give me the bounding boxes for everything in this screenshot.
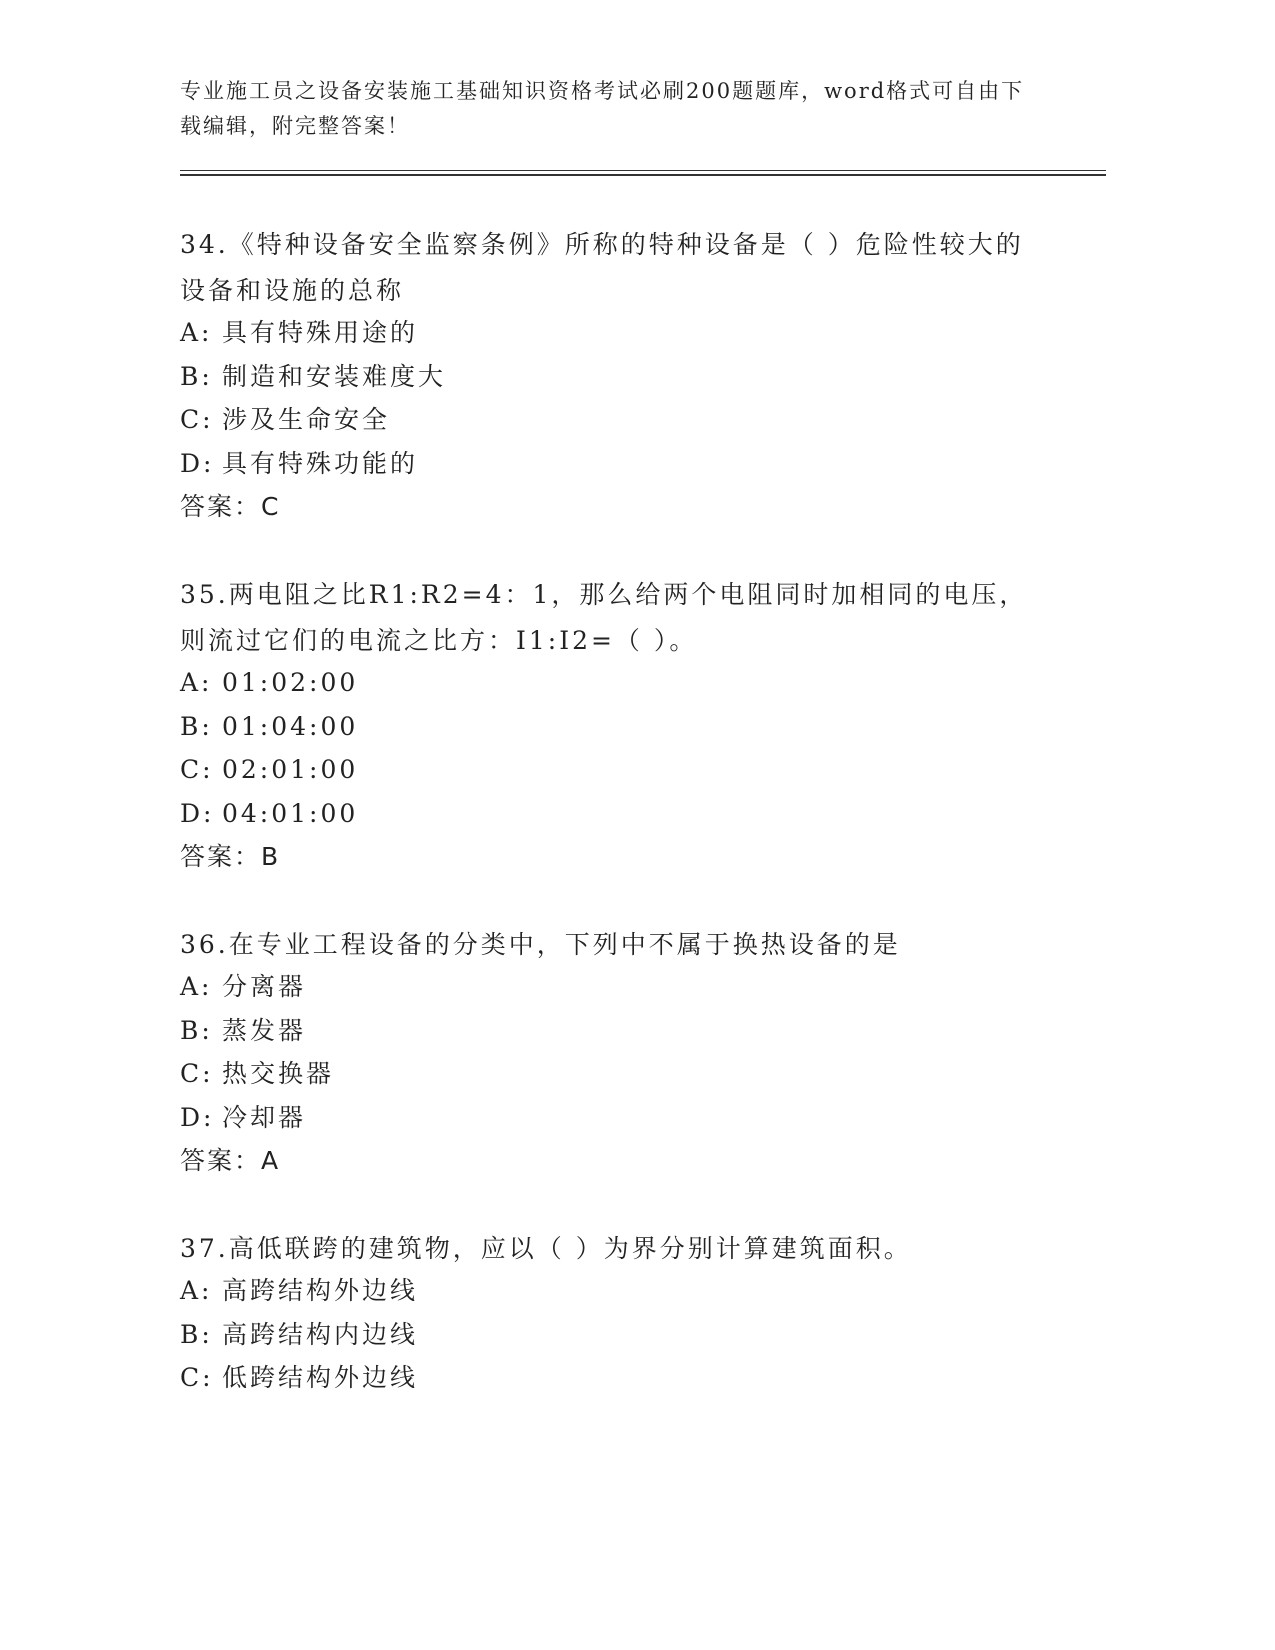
option-d [180, 442, 1040, 486]
option-label: D: [180, 798, 215, 828]
option-text: 分离器 [222, 972, 307, 1001]
option-text: 具有特殊用途的 [222, 318, 419, 347]
option-label: C: [180, 405, 214, 434]
header-divider-thick [180, 174, 1106, 176]
option-text: 制造和安装难度大 [222, 361, 447, 391]
option-a [180, 311, 1040, 355]
question-35 [180, 572, 1040, 879]
option-text: 01:02:00 [222, 668, 359, 697]
option-label: B: [180, 1015, 213, 1045]
option-b [180, 1009, 1040, 1053]
option-c [180, 398, 1040, 442]
option-text: 高跨结构内边线 [222, 1319, 419, 1349]
question-list [180, 222, 1040, 1443]
option-text: 02:01:00 [222, 755, 359, 784]
answer-line: 答案：A [180, 1146, 281, 1175]
question-text: 36.在专业工程设备的分类中，下列中不属于换热设备的是 [180, 930, 901, 959]
answer-line: 答案：B [180, 842, 281, 871]
option-c [180, 1356, 1040, 1400]
option-text: 01:04:00 [222, 711, 359, 741]
option-b [180, 705, 1040, 749]
answer-line: 答案：C [180, 492, 281, 521]
option-text: 04:01:00 [222, 798, 359, 828]
option-a [180, 661, 1040, 705]
option-label: D: [180, 448, 215, 478]
option-c [180, 1052, 1040, 1096]
option-label: C: [180, 1059, 214, 1088]
option-text: 蒸发器 [222, 1015, 307, 1045]
option-label: A: [180, 318, 213, 347]
option-label: A: [180, 668, 213, 697]
option-d [180, 792, 1040, 836]
question-36 [180, 922, 1040, 1183]
question-37 [180, 1226, 1040, 1400]
option-c [180, 748, 1040, 792]
option-label: B: [180, 361, 213, 391]
question-text: 37.高低联跨的建筑物，应以（ ）为界分别计算建筑面积。 [180, 1234, 912, 1263]
option-a [180, 1269, 1040, 1313]
option-a [180, 965, 1040, 1009]
header-divider-thin [180, 170, 1106, 171]
option-text: 冷却器 [222, 1102, 307, 1132]
option-label: B: [180, 1319, 213, 1349]
document-header-title: 专业施工员之设备安装施工基础知识资格考试必刷200题题库，word格式可自由下载编辑，附完整答案！ [180, 79, 1025, 138]
option-label: C: [180, 755, 214, 784]
option-label: A: [180, 972, 213, 1001]
option-text: 高跨结构外边线 [222, 1276, 419, 1305]
option-b [180, 355, 1040, 399]
option-text: 热交换器 [222, 1059, 335, 1088]
option-text: 低跨结构外边线 [222, 1363, 419, 1392]
option-b [180, 1313, 1040, 1357]
question-34 [180, 222, 1040, 529]
option-label: A: [180, 1276, 213, 1305]
option-text: 涉及生命安全 [222, 405, 391, 434]
option-label: C: [180, 1363, 214, 1392]
option-d [180, 1096, 1040, 1140]
question-text: 35.两电阻之比R1:R2=4：1，那么给两个电阻同时加相同的电压，则流过它们的电流之比方：I1:I2=（ ）。 [180, 580, 1028, 655]
option-text: 具有特殊功能的 [222, 448, 419, 478]
option-label: B: [180, 711, 213, 741]
option-label: D: [180, 1102, 215, 1132]
question-text: 34.《特种设备安全监察条例》所称的特种设备是（ ）危险性较大的设备和设施的总称 [180, 230, 1024, 305]
